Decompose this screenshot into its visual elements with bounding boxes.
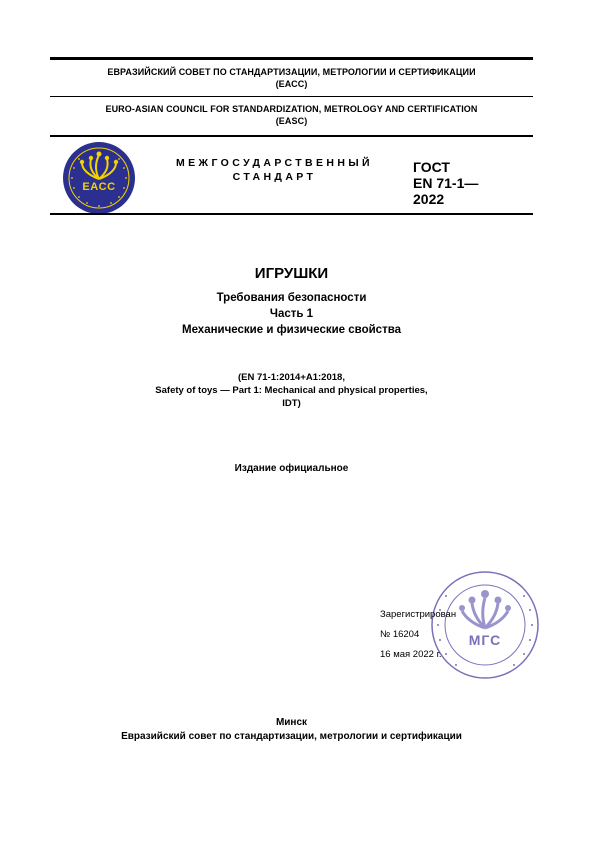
document-subtitle [50,290,533,338]
registration-number: № 16204 [380,629,420,640]
council-abbr-en: (EASC) [275,116,308,126]
eacc-logo-emblem-icon [62,141,136,215]
gost-code-line3: 2022 [413,191,445,207]
gost-code-line2: EN 71-1— [413,175,479,191]
mgs-stamp-text: МГС [468,632,502,648]
council-name-en [50,103,533,127]
document-title: ИГРУШКИ [254,265,329,282]
gost-code [413,159,478,207]
edition-label: Издание официальное [234,463,349,474]
standard-rule [50,213,533,215]
original-standard [50,371,533,410]
council-name-en-text: EURO-ASIAN COUNCIL FOR STANDARDIZATION, METROLOGY AND CERTIFICATION [105,104,478,114]
subtitle-line1: Требования безопасности [216,292,367,304]
original-line3: IDT) [282,398,301,409]
standard-type-line1: МЕЖГОСУДАРСТВЕННЫЙ [176,157,373,169]
footer-city: Минск [275,717,308,728]
subtitle-line2: Часть 1 [269,308,314,320]
original-line2: Safety of toys — Part 1: Mechanical and physical properties, [155,385,428,396]
footer-publisher: Евразийский совет по стандартизации, метрологии и сертификации [121,731,462,742]
registration-label: Зарегистрирован [380,609,457,620]
council-abbr-ru: (ЕАСС) [275,79,308,89]
eacc-logo-text: EACC [82,181,116,193]
council-name-ru-text: ЕВРАЗИЙСКИЙ СОВЕТ ПО СТАНДАРТИЗАЦИИ, МЕТРОЛОГИИ И СЕРТИФИКАЦИИ [107,67,476,77]
council-divider [50,96,533,97]
top-rule [50,57,533,60]
header-rule [50,135,533,137]
council-name-ru [50,66,533,90]
registration-date: 16 мая 2022 г. [380,649,442,660]
registration-info [380,605,456,665]
footer [50,716,533,744]
standard-type-line2: СТАНДАРТ [232,171,317,183]
gost-code-line1: ГОСТ [413,159,450,175]
subtitle-line3: Механические и физические свойства [181,324,402,336]
standard-type [176,156,373,184]
eacc-logo [62,141,136,215]
original-line1: (EN 71-1:2014+A1:2018, [238,372,345,383]
